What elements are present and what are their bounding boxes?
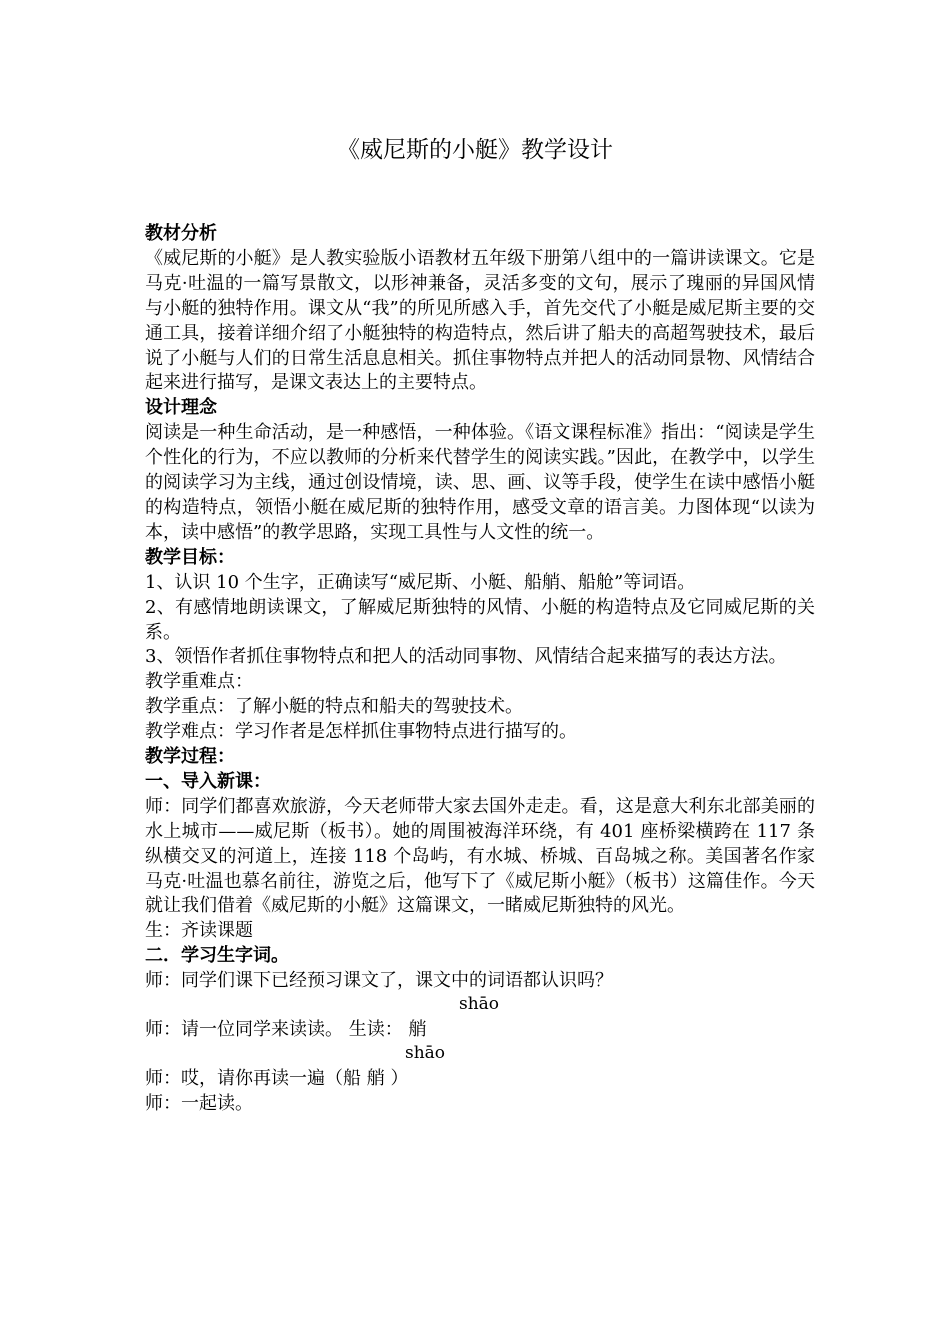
teacher-line-reread: 师：哎，请你再读一遍（船 艄 ） [145, 1068, 409, 1090]
paragraph-intro: 师：同学们都喜欢旅游，今天老师带大家去国外走走。看，这是意大利东北部美丽的水上城市——威尼斯（板书）。她的周围被海洋环绕，有 401 座桥梁横跨在 117 条纵横交叉的河道上，连接 118 个岛屿，有水城、桥城、百岛城之称。美国著名作家马克·吐温也慕名前往，游览之后，他写下了《威尼斯小艇》（板书）这篇佳作。今天就让我们借着《威尼斯的小艇》这篇课文，一睹威尼斯独特的风光。 [145, 795, 815, 917]
paragraph-analysis: 《威尼斯的小艇》是人教实验版小语教材五年级下册第八组中的一篇讲读课文。它是马克·吐温的一篇写景散文，以形神兼备，灵活多变的文句，展示了瑰丽的异国风情与小艇的独特作用。课文从“我”的所见所感入手，首先交代了小艇是威尼斯主要的交通工具，接着详细介绍了小艇独特的构造特点，然后讲了船夫的高超驾驶技术，最后说了小艇与人们的日常生活息息相关。抓住事物特点并把人的活动同景物、风情结合起来进行描写，是课文表达上的主要特点。 [145, 247, 815, 394]
teacher-line-preview: 师：同学们课下已经预习课文了，课文中的词语都认识吗？ [145, 970, 613, 992]
goal-item-1: 1、认识 10 个生字，正确读写“威尼斯、小艇、船艄、船舱”等词语。 [145, 571, 696, 593]
section-heading-process: 教学过程： [145, 746, 235, 768]
pinyin-annotation: shāo [405, 1043, 446, 1064]
teacher-line-read: 师：请一位同学来读读。 生读： 艄 [145, 1019, 427, 1041]
goal-item-3: 3、领悟作者抓住事物特点和把人的活动同事物、风情结合起来描写的表达方法。 [145, 646, 787, 668]
step-heading-vocabulary: 二．学习生字词。 [145, 945, 289, 967]
section-heading-analysis: 教材分析 [145, 223, 217, 244]
section-heading-goals: 教学目标： [145, 546, 235, 568]
paragraph-concept: 阅读是一种生命活动，是一种感悟，一种体验。《语文课程标准》指出：“阅读是学生个性化的行为，不应以教师的分析来代替学生的阅读实践。”因此，在教学中，以学生的阅读学习为主线，通过创设情境，读、思、画、议等手段，使学生在读中感悟小艇的构造特点，领悟小艇在威尼斯的独特作用，感受文章的语言美。力图体现“以读为本，读中感悟”的教学思路，实现工具性与人文性的统一。 [145, 422, 815, 543]
pinyin-line-2 [145, 1043, 815, 1092]
step-heading-intro: 一、导入新课： [145, 770, 271, 792]
pinyin-line-1 [145, 994, 815, 1043]
teacher-line-together: 师：一起读。 [145, 1093, 253, 1115]
section-heading-key-points: 教学重难点： [145, 671, 253, 693]
document-body [145, 222, 815, 1117]
student-line-title: 生：齐读课题 [145, 920, 253, 942]
pinyin-annotation: shāo [459, 994, 500, 1015]
section-heading-concept: 设计理念 [145, 397, 217, 419]
key-point-line: 教学重点：了解小艇的特点和船夫的驾驶技术。 [145, 696, 523, 718]
goal-item-2: 2、有感情地朗读课文，了解威尼斯独特的风情、小艇的构造特点及它同威尼斯的关系。 [145, 596, 815, 643]
difficult-point-line: 教学难点：学习作者是怎样抓住事物特点进行描写的。 [145, 721, 577, 743]
document-title: 《威尼斯的小艇》教学设计 [337, 137, 613, 163]
